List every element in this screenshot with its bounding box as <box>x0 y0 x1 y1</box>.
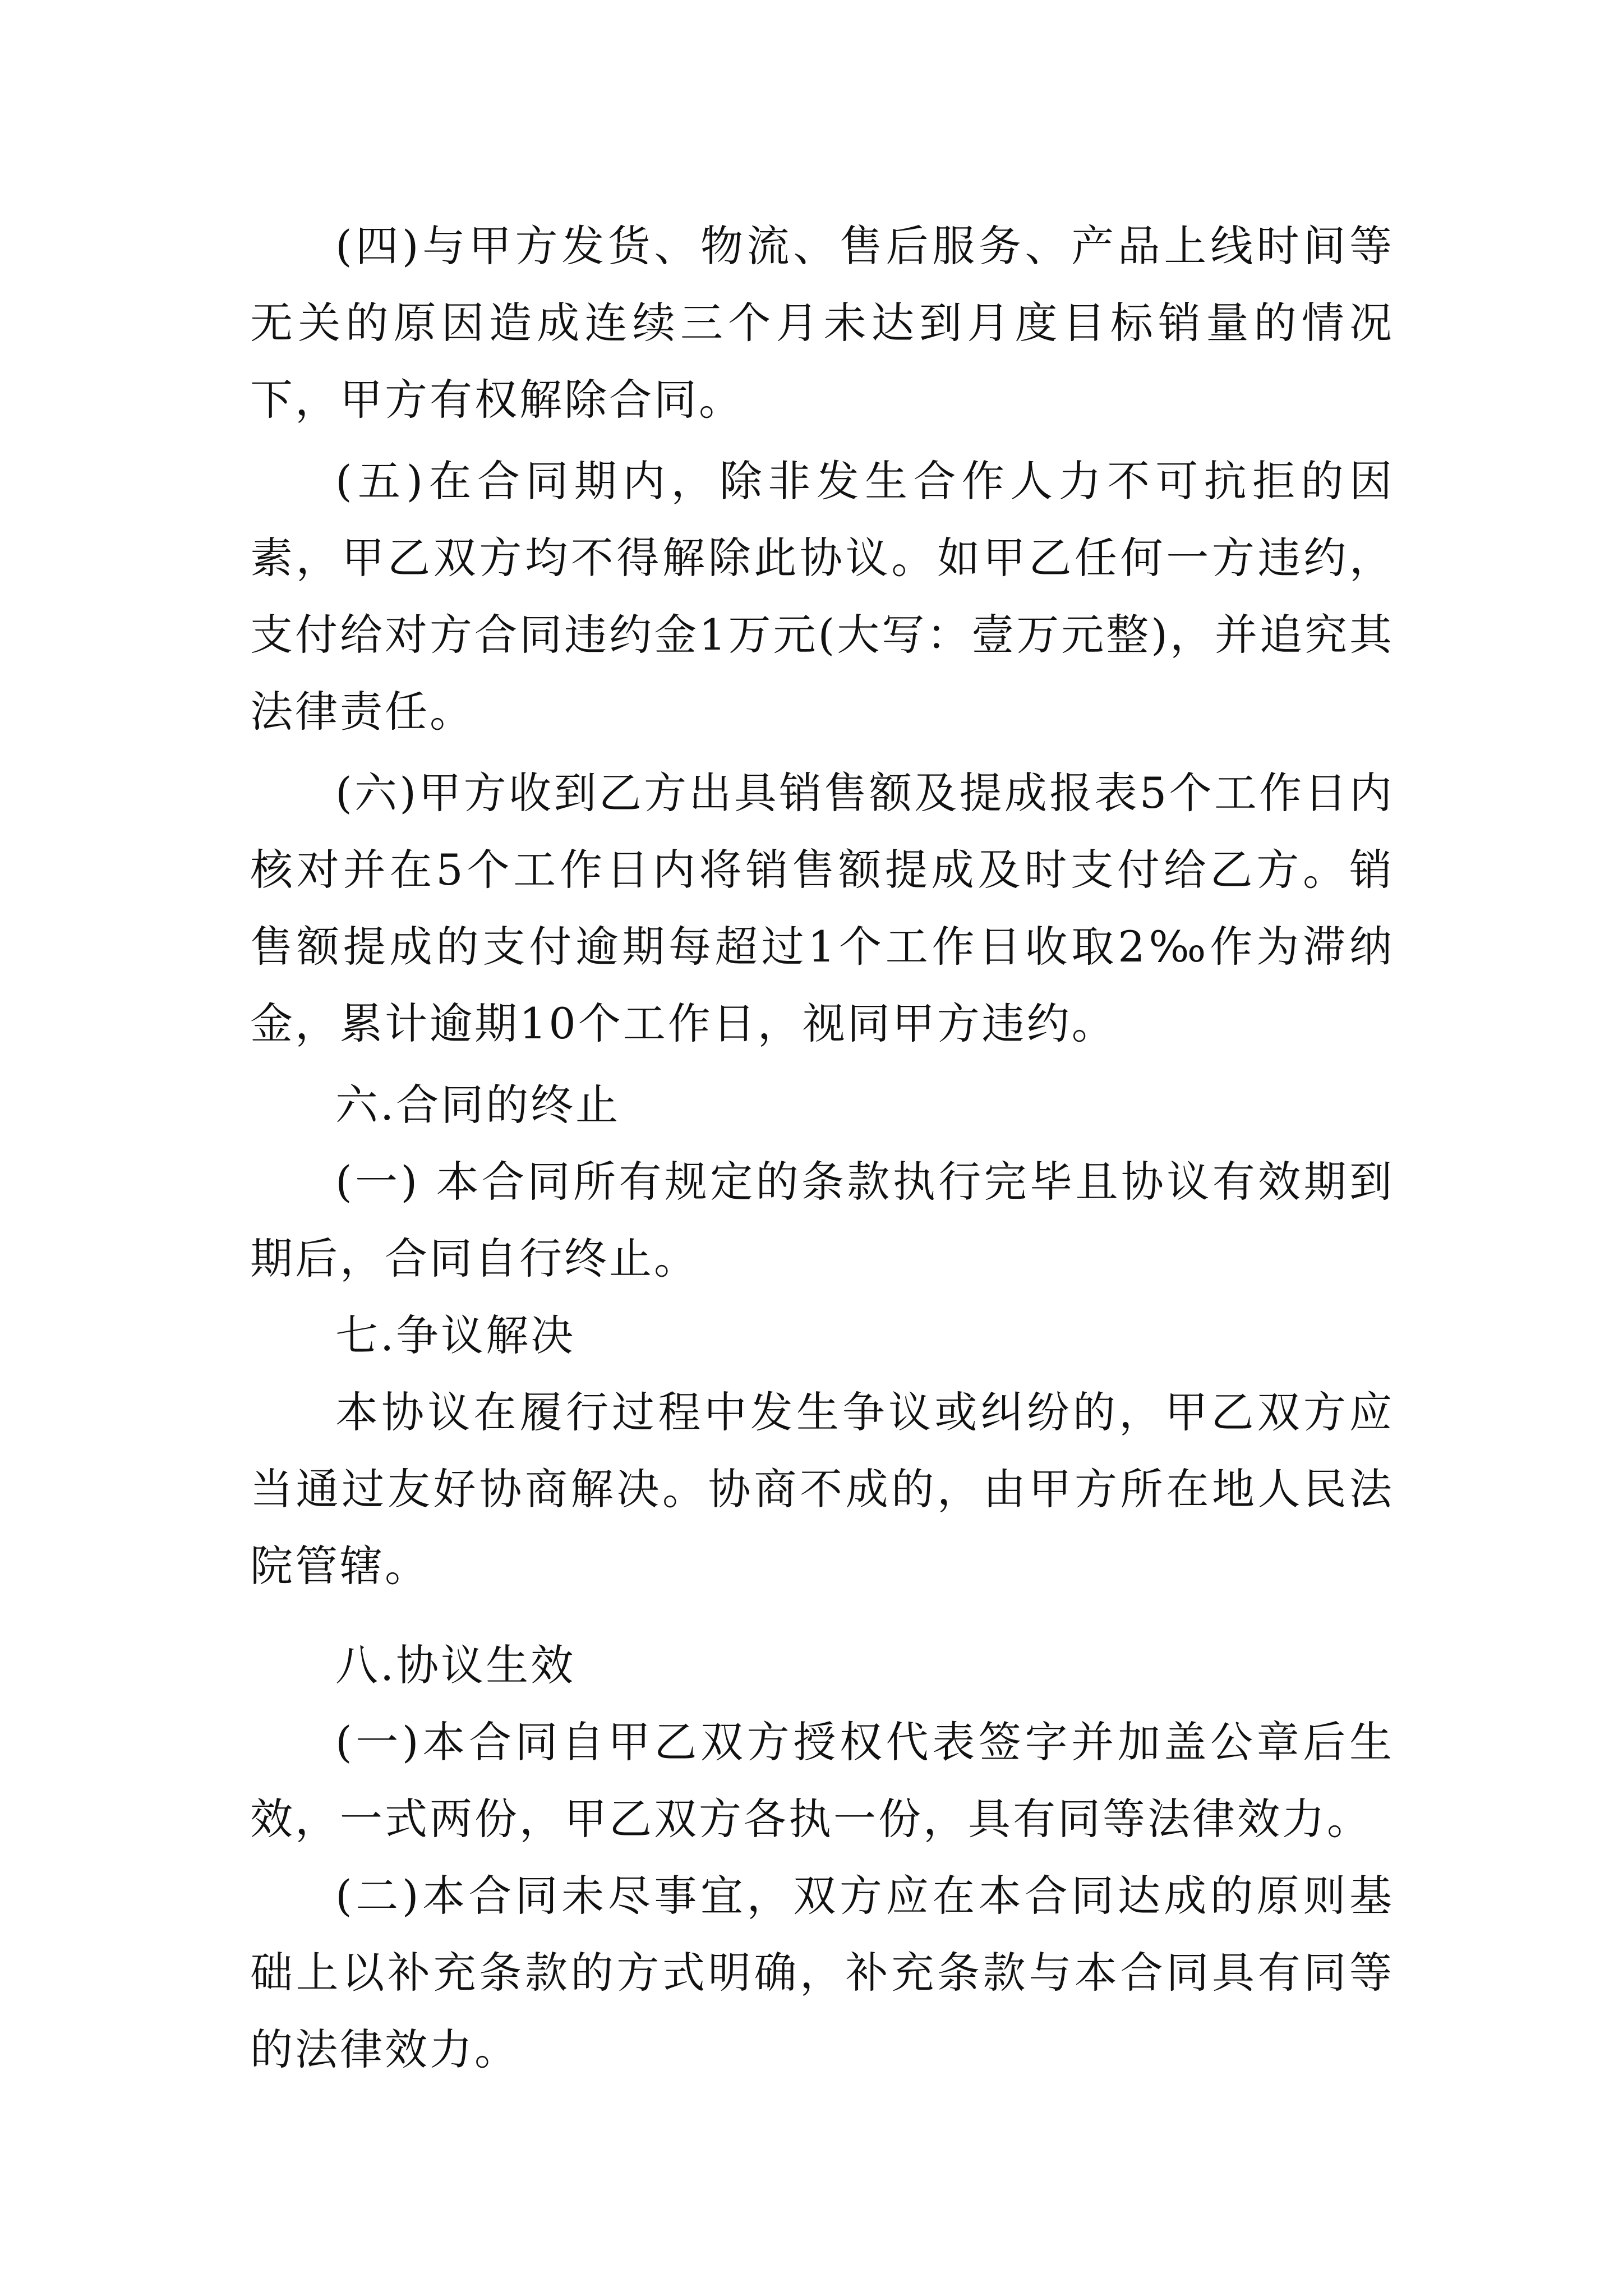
section-7-body: 本协议在履行过程中发生争议或纠纷的，甲乙双方应当通过友好协商解决。协商不成的，由甲方所在地人民法院管辖。 <box>250 1387 1394 1591</box>
section-6-item-1: (一) 本合同所有规定的条款执行完毕且协议有效期到期后，合同自行终止。 <box>250 1157 1394 1283</box>
section-6-heading: 六.合同的终止 <box>335 1080 621 1130</box>
section-7-heading: 七.争议解决 <box>335 1310 576 1360</box>
clause-4-paragraph: (四)与甲方发货、物流、售后服务、产品上线时间等无关的原因造成连续三个月未达到月度目标销量的情况下，甲方有权解除合同。 <box>250 221 1394 425</box>
clause-6-paragraph: (六)甲方收到乙方出具销售额及提成报表5个工作日内核对并在5个工作日内将销售额提成及时支付给乙方。销售额提成的支付逾期每超过1个工作日收取2‰作为滞纳金，累计逾期10个工作日，视同甲方违约。 <box>250 768 1394 1048</box>
clause-5-paragraph: (五)在合同期内，除非发生合作人力不可抗拒的因素，甲乙双方均不得解除此协议。如甲乙任何一方违约，支付给对方合同违约金1万元(大写：壹万元整)，并追究其法律责任。 <box>250 456 1394 737</box>
section-8-item-2: (二)本合同未尽事宜，双方应在本合同达成的原则基础上以补充条款的方式明确，补充条款与本合同具有同等的法律效力。 <box>250 1871 1394 2074</box>
document-page <box>250 208 1394 2088</box>
section-8-heading: 八.协议生效 <box>335 1640 576 1690</box>
section-8-item-1: (一)本合同自甲乙双方授权代表签字并加盖公章后生效，一式两份，甲乙双方各执一份，具有同等法律效力。 <box>250 1717 1394 1844</box>
